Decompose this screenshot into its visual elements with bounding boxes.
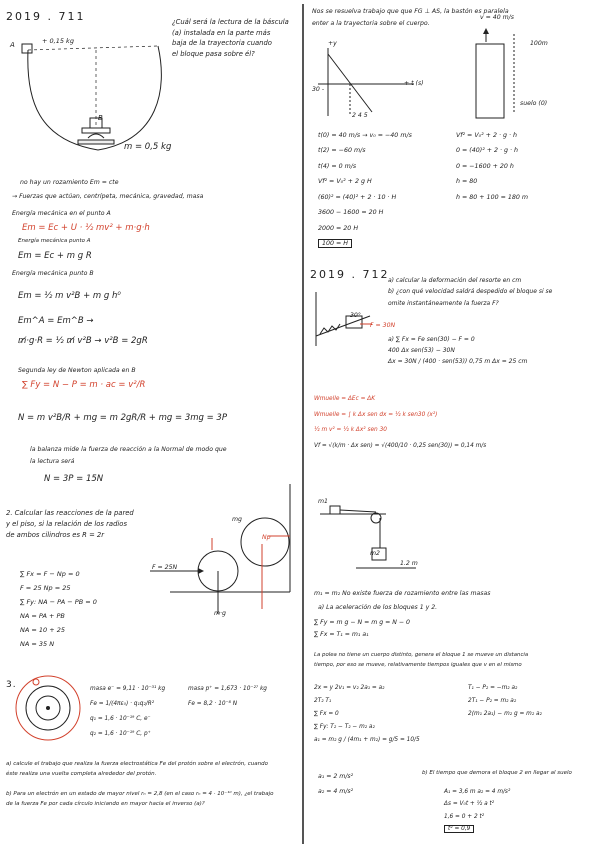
p3-data-right: masa p⁺ = 1,673 · 10⁻²⁷ kg Fe = 8,2 · 10⁻⁸ N [188, 686, 267, 708]
equations-c6: T₁ − P₂ = −m₂ a₂ 2T₁ − P₂ = m₂ a₂ 2(m₁ 2a₁) − m₂ g = m₂ a₂ [468, 685, 542, 718]
atom-figure [14, 668, 94, 748]
intro-line: enter a la trayectoria sobre el cuerpo. [312, 20, 430, 27]
tower-ground: suelo (0) [520, 100, 548, 107]
equation: Em = Ec + m g R [18, 251, 92, 261]
spring-angle: 30° [350, 312, 361, 319]
note-line: Energía mecánica punto A [18, 238, 91, 244]
question-711: ¿Cuál será la lectura de la báscula (a) instalada en la parte más baja de la trayectoria cuando el bloque pasa sobre él? [172, 18, 289, 58]
force-label: F = 25N [152, 564, 178, 571]
graph-v-label: 30 - [312, 86, 325, 93]
question-712: a) calcular la deformación del resorte en cm b) ¿con qué velocidad saldrá despedido el bloque si se omite instantáneamente la fuerza F? [388, 277, 553, 307]
answer-box: 100 = H [318, 239, 352, 248]
equation: m̸·g·R = ½ m̸ v²B → v²B = 2gR [18, 336, 148, 346]
energy-equation: Em = Ec + U · ½ mv² + m·g·h [22, 223, 150, 233]
p3-data: masa e⁻ = 9,11 · 10⁻³¹ kg Fe = 1/(4πε₀) · q₁q₂/R² q₁ = 1,6 · 10⁻¹⁹ C, e⁻ q₂ = 1,6 · 10⁻¹⁹ C, p⁺ [90, 686, 166, 738]
note-line: Segunda ley de Newton aplicada en B [18, 367, 136, 374]
note-line: a) La aceleración de los bloques 1 y 2. [318, 604, 438, 611]
problem-title-712: 2019 . 712 [310, 268, 390, 281]
pulley-distance: 1.2 m [400, 560, 418, 567]
fig1-top-label: + 0,15 kg [42, 37, 74, 45]
cylinders-figure [150, 484, 300, 614]
left-equations: t(0) = 40 m/s → v₀ = −40 m/s t(2) = −60 m/s t(4) = 0 m/s Vf² = V₀² + 2 g H (60)² = (40)² + 2 · 10 · H 3600 − 1600 = 20 H 2000 = 20 H 100 = H [318, 132, 412, 247]
note-line: → Fuerzas que actúan, centrípeta, mecánica, gravedad, masa [12, 193, 204, 200]
note-line: la balanza mide la fuerza de reacción a la Normal de modo que [30, 446, 227, 453]
graph-x-label: + t (s) [404, 80, 424, 87]
equations-b: Wmuelle = ΔEc = ΔK Wmuelle = ∫ k Δx sen dx = ½ k sen30 (x²) ½ m v² = ½ k Δx² sen 30 Vf = √(k/m · Δx sen) = √(400/10 · 0,25 sen(30)) = 0,14 m/s [314, 396, 487, 449]
pulley-m1: m1 [318, 498, 328, 505]
column-divider [302, 4, 304, 844]
note-line: Energía mecánica punto B [12, 270, 94, 277]
graph-ticks: 2 4 5 [352, 112, 368, 119]
note-line: m₁ = m₂ No existe fuerza de rozamiento entre las masas [314, 590, 491, 597]
problem-title-711: 2019 . 711 [6, 10, 86, 23]
fig1-mass: m = 0,5 kg [124, 142, 172, 152]
spring-force: F = 30N [370, 322, 396, 329]
weight-label: mg [232, 516, 242, 523]
p3-question-b: b) Para un electrón en un estado de mayor nivel rₙ = 2,8 (en el caso rₙ = 4 · 10⁻¹⁰ m), ¿el trabajo de la fuerza Fe por cada círculo iniciando en mayor hacia el inverso (a)? [6, 791, 274, 807]
graph-y-label: +y [328, 40, 337, 47]
answer: N = 3P = 15N [44, 474, 104, 484]
spring-figure [310, 290, 390, 350]
equations-c9: A₁ = 3,6 m a₂ = 4 m/s² Δs = V₀t + ½ a t² 1,6 = 0 + 2 t² t² = 0,9 [444, 789, 511, 833]
problem-2: 2. Calcular las reacciones de la pared y el piso, si la relación de los radios de ambos cilindros es R = 2r [6, 509, 134, 539]
right-equations: Vf² = V₀² + 2 · g · h 0 = (40)² + 2 · g · h 0 = −1600 + 20 h h = 80 h = 80 + 100 = 180 m [456, 132, 529, 201]
equations-c7: a₁ = 2 m/s² a₂ = 4 m/s² [318, 773, 354, 795]
weight-label: m·g [214, 610, 226, 617]
equation: Em = ½ m v²B + m g h⁰ [18, 291, 121, 301]
equations-c5: 2x = y 2v₁ = v₂ 2a₁ = a₂ 2T₂ T₁ ∑ Fx = 0 ∑ Fy: T₂ − T₂ − m₂ a₂ a₁ = m₂ g / (4m₁ + m₂) = g/5 = 10/5 [314, 685, 420, 744]
wall-reaction-label: Np [262, 534, 271, 541]
tower-height: 100m [530, 40, 548, 47]
p3-question-a: a) calcule el trabajo que realiza la fuerza electrostática Fe del protón sobre el electrón, cuando éste realiza una vuelta completa alrededor del protón. [6, 761, 268, 777]
tower-velocity: v = 40 m/s [480, 14, 514, 21]
equations-c3: ∑ Fy = m g − N = m g = N − 0 ∑ Fx = T₁ = m₁ a₁ [314, 619, 410, 639]
answer-box: t² = 0,9 [444, 825, 474, 833]
note-line: b) El tiempo que demora el bloque 2 en llegar al suelo [422, 770, 572, 776]
note-line: no hay un rozamiento Em = cte [20, 179, 119, 186]
p2-equations: ∑ Fx = F − Np = 0 F = 25 Np = 25 ∑ Fy: NA − PA − PB = 0 NA = PA + PB NA = 10 + 25 NA = 35 N [20, 570, 97, 648]
point-b: B [98, 114, 103, 122]
note-line: la lectura será [30, 458, 75, 465]
pulley-m2: m2 [370, 550, 380, 557]
note-c4: La polea no tiene un cuerpo distinto, genera el bloque 1 se mueve un distancia tiempo, por eso se mueve, relativamente tiempos iguales que v en el mismo [314, 652, 529, 669]
problem-3-label: 3. [6, 680, 17, 690]
equation: Em^A = Em^B → [18, 316, 94, 326]
intro-line: Nos se resuelva trabajo que que FG ⊥ AS, la bastón es paralela [312, 8, 509, 15]
point-a: A [10, 41, 15, 49]
equation: N = m v²B/R + mg = m 2gR/R + mg = 3mg = 3P [18, 413, 227, 423]
equations-a: a) ∑ Fx = Fe sen(30) − F = 0 400 Δx sen(53) − 30N Δx = 30N / (400 · sen(53)) 0,75 m Δx = 25 cm [388, 336, 528, 366]
note-line: Energía mecánica en el punto A [12, 210, 111, 217]
newton-equation: ∑ Fy = N − P = m · ac = v²/R [22, 380, 146, 390]
